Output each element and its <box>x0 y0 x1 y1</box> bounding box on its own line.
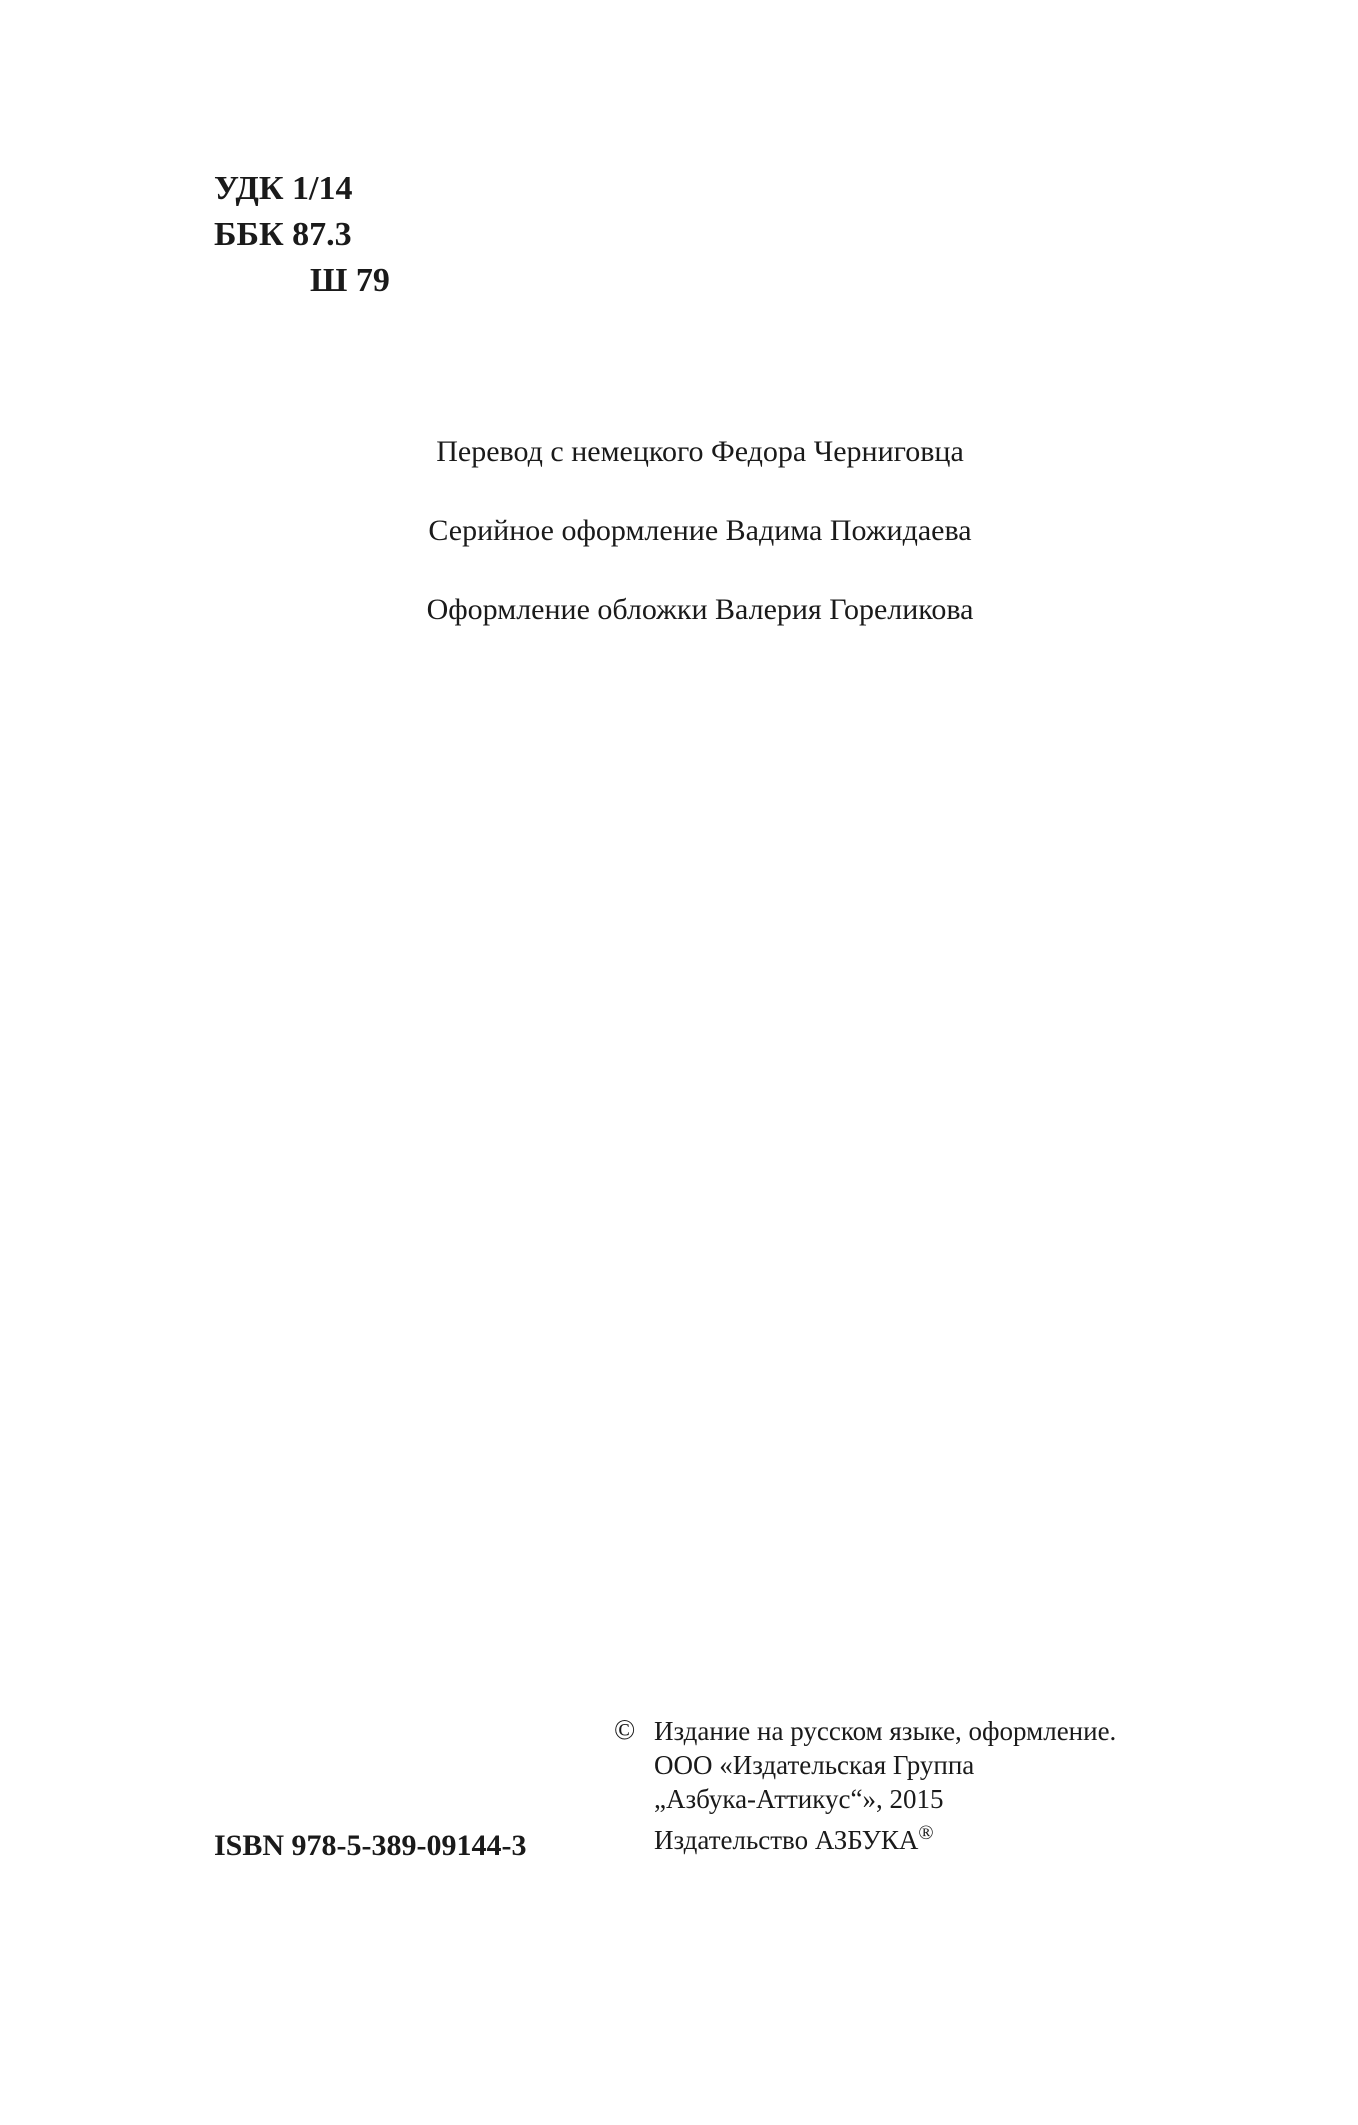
publisher-name: Издательство АЗБУКА <box>654 1825 919 1855</box>
copyright-symbol: © <box>614 1715 636 1746</box>
copyright-line-3: „Азбука-Аттикус“», 2015 <box>654 1784 944 1814</box>
isbn: ISBN 978-5-389-09144-3 <box>214 1829 527 1862</box>
copyright-lines <box>654 1714 1116 1857</box>
series-design-credit: Серийное оформление Вадима Пожидаева <box>428 514 972 547</box>
copyright-line-2: ООО «Издательская Группа <box>654 1750 975 1780</box>
author-mark: Ш 79 <box>310 262 390 299</box>
classification-codes <box>214 166 390 304</box>
credits-block <box>0 432 1358 669</box>
translation-credit: Перевод с немецкого Федора Черниговца <box>436 435 964 468</box>
registered-mark: ® <box>918 1822 934 1844</box>
cover-design-credit: Оформление обложки Валерия Гореликова <box>426 593 974 626</box>
bbk-code: ББК 87.3 <box>214 216 352 253</box>
copyright-line-4 <box>654 1816 1116 1857</box>
udk-code: УДК 1/14 <box>214 170 353 207</box>
copyright-line-1: Издание на русском языке, оформление. <box>654 1716 1117 1746</box>
